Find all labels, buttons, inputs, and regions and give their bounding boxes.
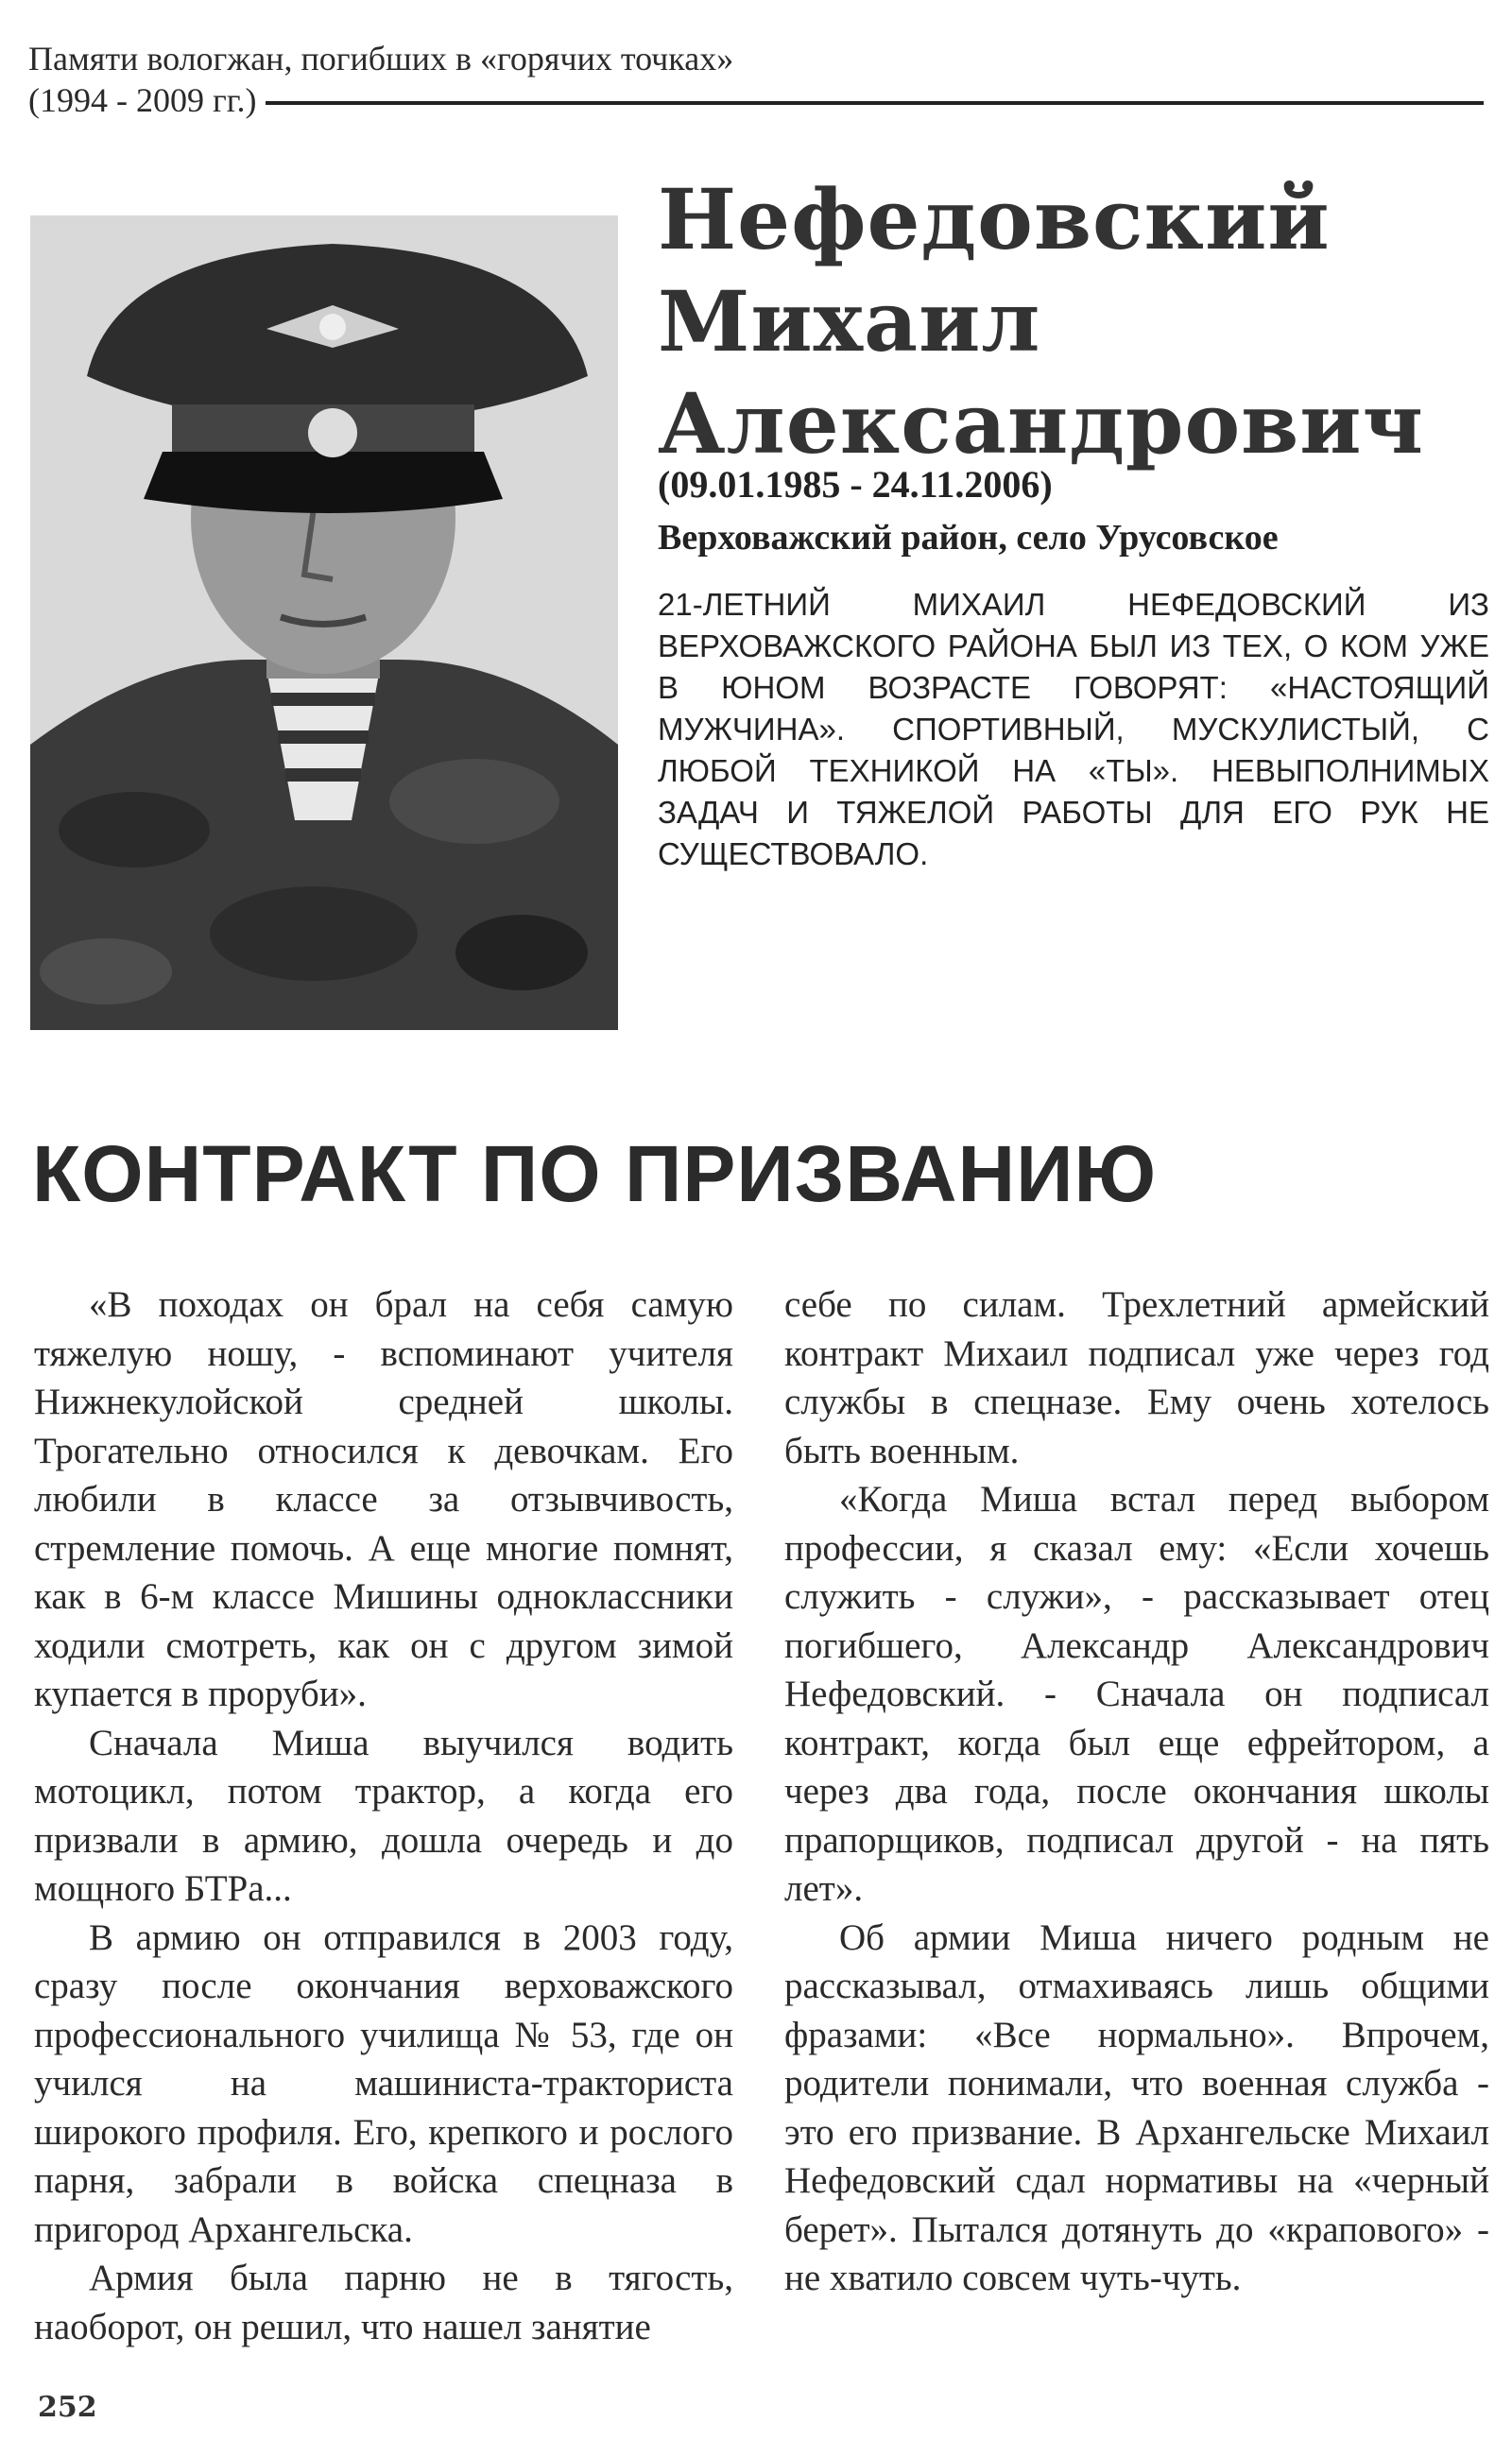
running-header <box>28 38 1484 121</box>
header-line-2-row <box>28 79 1484 121</box>
person-name <box>658 168 1489 474</box>
portrait-photo <box>30 215 618 1030</box>
paragraph-continued: себе по силам. Трехлетний армейский контракт Михаил подписал уже через год службы в спецназе. Ему очень хотелось быть военным. <box>784 1284 1489 1471</box>
birthplace: Верховажский район, село Урусовское <box>658 518 1279 558</box>
paragraph: Сначала Миша выучился водить мотоцикл, потом трактор, а когда его призвали в армию, дошла очередь и до мощного БТРа... <box>34 1722 733 1909</box>
name-patronymic: Александрович <box>658 374 1424 472</box>
header-rule <box>266 101 1484 105</box>
name-first: Михаил <box>658 272 1041 370</box>
portrait-illustration <box>30 215 618 1030</box>
right-column <box>784 1280 1489 2303</box>
paragraph: Об армии Миша ничего родным не рассказывал, отмахиваясь лишь общими фразами: «Все нормально». Впрочем, родители понимали, что военная служба - это его призвание. В Архангельске Михаил Нефедовский сдал нормативы на «черный берет». Пытался дотянуть до «крапового» - не хватило совсем чуть-чуть. <box>784 1916 1489 2298</box>
lead-paragraph: 21-ЛЕТНИЙ МИХАИЛ НЕФЕДОВСКИЙ ИЗ ВЕРХОВАЖСКОГО РАЙОНА БЫЛ ИЗ ТЕХ, О КОМ УЖЕ В ЮНОМ ВОЗРАСТЕ ГОВОРЯТ: «НАСТОЯЩИЙ МУЖЧИНА». СПОРТИВНЫЙ, МУСКУЛИСТЫЙ, С ЛЮБОЙ ТЕХНИКОЙ НА «ТЫ». НЕВЫПОЛНИМЫХ ЗАДАЧ И ТЯЖЕЛОЙ РАБОТЫ ДЛЯ ЕГО РУК НЕ СУЩЕСТВОВАЛО. <box>658 587 1489 871</box>
paragraph: Армия была парню не в тягость, наоборот, он решил, что нашел занятие <box>34 2258 733 2347</box>
header-line-2: (1994 - 2009 гг.) <box>28 81 257 119</box>
name-surname: Нефедовский <box>658 170 1331 268</box>
paragraph: «В походах он брал на себя самую тяжелую ношу, - вспоминают учителя Нижнекулойской средней школы. Трогательно относился к девочкам. Его любили в классе за отзывчивость, стремление помочь. А еще многие помнят, как в 6-м классе Мишины одноклассники ходили смотреть, как он с другом зимой купается в проруби». <box>34 1284 733 1714</box>
header-line-1: Памяти вологжан, погибших в «горячих точках» <box>28 40 734 77</box>
left-column <box>34 1280 733 2351</box>
article-headline: КОНТРАКТ ПО ПРИЗВАНИЮ <box>32 1129 1158 1218</box>
page-number: 252 <box>38 2391 97 2424</box>
paragraph: В армию он отправился в 2003 году, сразу после окончания верховажского профессионального училища № 53, где он учился на машиниста-тракториста широкого профиля. Его, крепкого и рослого парня, забрали в войска спецназа в пригород Архангельска. <box>34 1916 733 2250</box>
life-dates: (09.01.1985 - 24.11.2006) <box>658 463 1053 506</box>
paragraph: «Когда Миша встал перед выбором профессии, я сказал ему: «Если хочешь служить - служи», - рассказывает отец погибшего, Александр Александрович Нефедовский. - Сначала он подписал контракт, когда был еще ефрейтором, а через два года, после окончания школы прапорщиков, подписал другой - на пять лет». <box>784 1479 1489 1909</box>
